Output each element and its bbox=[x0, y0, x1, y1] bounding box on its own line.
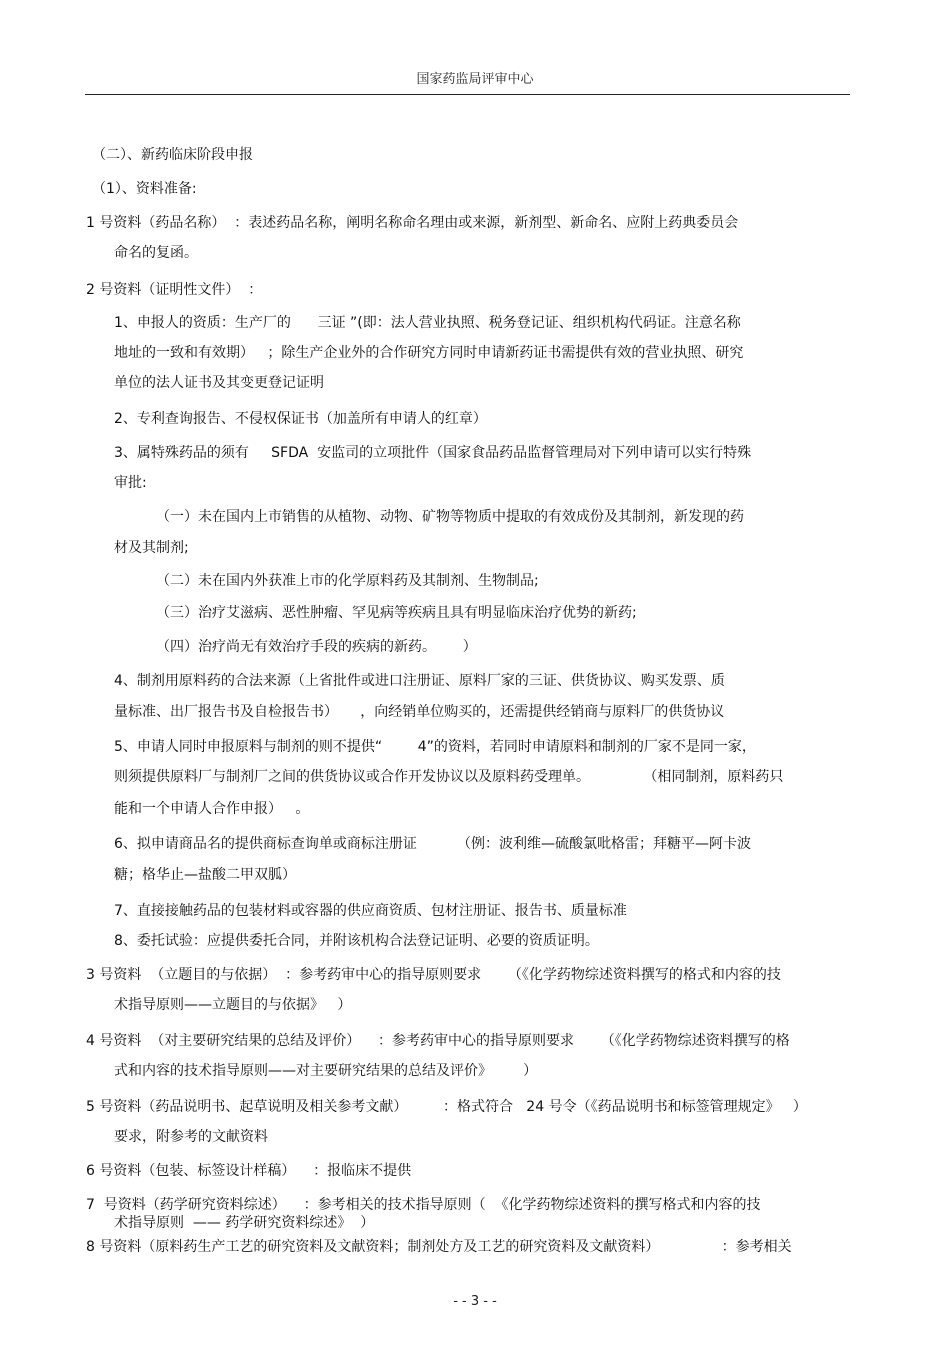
doc-line: 3 号资料 （立题目的与依据） ：参考药审中心的指导原则要求 （《化学药物综述资料撰写的格式和内容的技 bbox=[86, 967, 781, 983]
doc-line: 8 号资料（原料药生产工艺的研究资料及文献资料；制剂处方及工艺的研究资料及文献资料） ：参考相关 bbox=[86, 1239, 792, 1255]
doc-line: 命名的复函。 bbox=[114, 245, 198, 261]
doc-line: 6、拟申请商品名的提供商标查询单或商标注册证 （例：波利维—硫酸氯吡格雷；拜糖平—阿卡波 bbox=[114, 836, 751, 852]
doc-line: 则须提供原料厂与制剂厂之间的供货协议或合作开发协议以及原料药受理单。 （相同制剂，原料药只 bbox=[114, 769, 784, 785]
doc-line: （四）治疗尚无有效治疗手段的疾病的新药。 ） bbox=[156, 639, 477, 655]
doc-line: 量标准、出厂报告书及自检报告书） ，向经销单位购买的，还需提供经销商与原料厂的供货协议 bbox=[114, 704, 725, 720]
doc-line: 5 号资料（药品说明书、起草说明及相关参考文献） ：格式符合 24 号令（《药品说明书和标签管理规定》 ） bbox=[86, 1099, 807, 1115]
doc-line: 糖；格华止—盐酸二甲双胍） bbox=[114, 867, 296, 883]
doc-line: 材及其制剂; bbox=[114, 540, 189, 556]
doc-line: 1、申报人的资质：生产厂的 三证 ”(即：法人营业执照、税务登记证、组织机构代码证。注意名称 bbox=[114, 315, 741, 331]
doc-line: 2、专利查询报告、不侵权保证书（加盖所有申请人的红章） bbox=[114, 411, 487, 427]
doc-line: （一）未在国内上市销售的从植物、动物、矿物等物质中提取的有效成份及其制剂，新发现的药 bbox=[156, 509, 744, 525]
doc-line: （二）、新药临床阶段申报 bbox=[92, 147, 253, 163]
doc-line: 要求，附参考的文献资料 bbox=[114, 1129, 268, 1145]
doc-line: 单位的法人证书及其变更登记证明 bbox=[114, 375, 324, 391]
doc-line: 能和一个申请人合作申报） 。 bbox=[114, 801, 310, 817]
doc-line: 4、制剂用原料药的合法来源（上省批件或进口注册证、原料厂家的三证、供货协议、购买发票、质 bbox=[114, 673, 725, 689]
doc-line: 7 号资料（药学研究资料综述） ：参考相关的技术指导原则（ 《化学药物综述资料的撰写格式和内容的技 bbox=[86, 1197, 761, 1213]
doc-line: 式和内容的技术指导原则——对主要研究结果的总结及评价》 ） bbox=[114, 1063, 538, 1079]
header-divider bbox=[85, 94, 850, 95]
doc-line: 审批: bbox=[114, 475, 147, 491]
doc-line: （三）治疗艾滋病、恶性肿瘤、罕见病等疾病且具有明显临床治疗优势的新药; bbox=[156, 605, 637, 621]
doc-line: （二）未在国内外获准上市的化学原料药及其制剂、生物制品; bbox=[156, 573, 539, 589]
doc-line: 3、属特殊药品的须有 SFDA 安监司的立项批件（国家食品药品监督管理局对下列申请可以实行特殊 bbox=[114, 445, 752, 461]
doc-line: 6 号资料（包装、标签设计样稿） ：报临床不提供 bbox=[86, 1163, 412, 1179]
doc-line: 1 号资料（药品名称） ：表述药品名称，阐明名称命名理由或来源，新剂型、新命名、应附上药典委员会 bbox=[86, 215, 739, 231]
doc-line: 8、委托试验：应提供委托合同，并附该机构合法登记证明、必要的资质证明。 bbox=[114, 933, 599, 949]
doc-line: 7、直接接触药品的包装材料或容器的供应商资质、包材注册证、报告书、质量标准 bbox=[114, 903, 627, 919]
page-number: - - 3 - - bbox=[453, 1294, 497, 1309]
page-header: 国家药监局评审中心 bbox=[416, 72, 534, 87]
doc-line: （1）、资料准备: bbox=[92, 181, 197, 197]
doc-line: 2 号资料（证明性文件） ： bbox=[86, 282, 263, 298]
doc-line: 地址的一致和有效期） ；除生产企业外的合作研究方同时申请新药证书需提供有效的营业执照、研究 bbox=[114, 345, 744, 361]
doc-line: 术指导原则——立题目的与依据》 ） bbox=[114, 997, 352, 1013]
doc-line: 5、申请人同时申报原料与制剂的则不提供“ 4”的资料，若同时申请原料和制剂的厂家不是同一家， bbox=[114, 739, 756, 755]
doc-line: 术指导原则 —— 药学研究资料综述》 ） bbox=[114, 1215, 375, 1231]
doc-line: 4 号资料 （对主要研究结果的总结及评价） ：参考药审中心的指导原则要求 （《化学药物综述资料撰写的格 bbox=[86, 1033, 790, 1049]
